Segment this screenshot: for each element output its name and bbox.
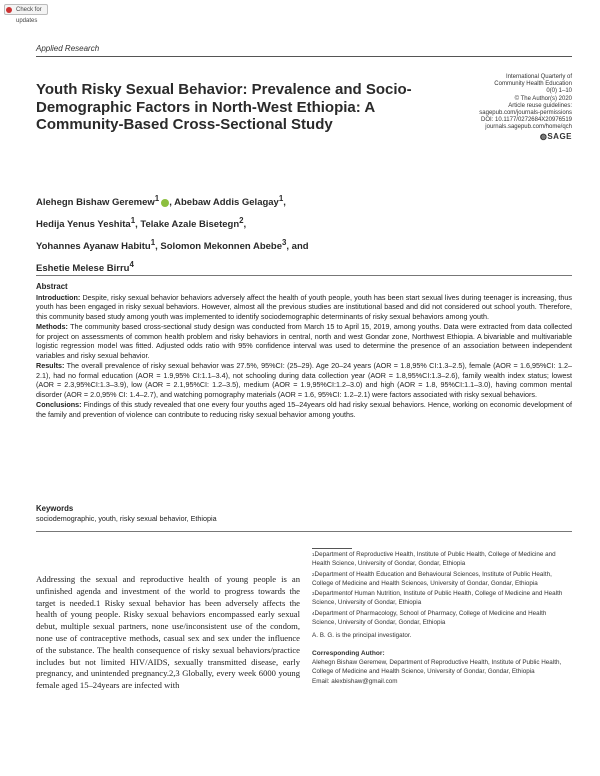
affiliation-item bbox=[312, 589, 572, 608]
author-name[interactable]: Solomon Mekonnen Abebe bbox=[160, 241, 282, 253]
author-list: Alehegn Bishaw Geremew$^1$ , Abebaw Addis Gelagay$^1$, Hedija Yenus Yeshita$^1$, Telake Azale Bisetegn$^2$, Yohannes Ayanaw Habitu$^1$, Solomon Mekonnen Abebe$^3$, and Eshetie Melese Birru$^4$ bbox=[36, 194, 309, 275]
affiliation-item bbox=[312, 550, 572, 569]
corresponding-text: Alehegn Bishaw Geremew, Department of Reproductive Health, Institute of Public Health, College of Medicine and Health Science, University of Gondar, Gondar, Ethiopia bbox=[312, 658, 562, 676]
conclusions-label: Conclusions: bbox=[36, 400, 82, 409]
conclusions-text: Findings of this study revealed that one every four youths aged 15–24years old had risky sexual behaviors. Hence, working on economic development of the family and prevention of violence can contribute to reducing risky sexual behavior among youths. bbox=[36, 400, 573, 419]
journal-link[interactable]: journals.sagepub.com/home/qch bbox=[485, 124, 572, 131]
meta-link[interactable]: sagepub.com/journals-permissions bbox=[479, 110, 572, 117]
author-affil-sup: 1 bbox=[154, 194, 160, 203]
affil-text: Departmentof Human Nutrition, Institute of Public Health, College of Medicine and Health Science, University of Gondar, Ethiopia bbox=[312, 590, 563, 607]
publisher-name: SAGE bbox=[547, 131, 572, 141]
methods-label: Methods: bbox=[36, 322, 68, 331]
author-name[interactable]: Eshetie Melese Birru bbox=[36, 263, 130, 275]
affiliation-item bbox=[312, 609, 572, 628]
author-affil-sup: 2 bbox=[239, 216, 244, 226]
meta-line: Community Health Education bbox=[494, 81, 572, 88]
author-name[interactable]: Alehegn Bishaw Geremew bbox=[36, 197, 155, 209]
author-name[interactable]: Abebaw Addis Gelagay bbox=[174, 197, 279, 209]
update-icon bbox=[6, 7, 12, 13]
author-name[interactable]: Telake Azale Bisetegn bbox=[140, 219, 240, 231]
abstract-methods bbox=[36, 322, 572, 360]
affil-text: Department of Health Education and Behavioural Sciences, Institute of Public Health, College of Medicine and Health Sciences, University of Gondar, Gondar, Ethiopia bbox=[312, 570, 552, 587]
affil-text: Department of Pharmacology, School of Pharmacy, College of Medicine and Health Science, University of Gondar, Gondar, Ethiopia bbox=[312, 609, 547, 627]
badge-label: Check for updates bbox=[16, 7, 42, 24]
affil-sup: 4 bbox=[312, 610, 315, 616]
results-text: The overall prevalence of risky sexual behavior was 27.5%, 95%CI: (25–29). Age 20–24 years (AOR = 1.8,95% CI:1.3–2.5), female (AOR = 1.6,95%CI: 1.2–2.1), had no formal education (AOR = 1.9,95% CI:1.1–3.4), not schooling during data collection year (AOR = 1.8,95%CI:1.3–2.6), family wealth index status; lowest (AOR = 2.3,95%CI:1.3–3.9), low (AOR = 2.1,95%CI: 1.2–3.5), medium (AOR = 1.9,95%CI:1.2–3.0) and high (AOR = 1.8, 95%CI:1.1–3.0), having common mental disorder (AOR = 2.0,95% CI: 1.4–2.7), and watching pornography materials (AOR = 1.6, 95%CI: 1.2–2.1) were factors associated with risky sexual behaviors. bbox=[36, 361, 572, 399]
abstract bbox=[36, 282, 572, 420]
sage-icon: ◍ bbox=[539, 131, 548, 141]
doi-link[interactable]: DOI: 10.1177/0272684X20976519 bbox=[481, 117, 572, 124]
keywords-text: sociodemographic, youth, risky sexual behavior, Ethiopia bbox=[36, 513, 217, 523]
author-affil-sup: 1 bbox=[130, 216, 136, 226]
affil-sup: 3 bbox=[312, 591, 315, 597]
meta-line: 0(0) 1–10 bbox=[546, 88, 572, 95]
section-label: Applied Research bbox=[36, 44, 100, 53]
abstract-introduction bbox=[36, 293, 572, 322]
affiliation-item bbox=[312, 570, 572, 589]
keywords-heading: Keywords bbox=[36, 504, 74, 513]
author-affil-sup: 1 bbox=[278, 194, 284, 203]
journal-meta bbox=[422, 74, 572, 142]
intro-label: Introduction: bbox=[36, 292, 81, 302]
body-text: Addressing the sexual and reproductive health of young people is an unfinished agenda and investment of the world to progress towards the target is needed.1 Risky sexual behavior has been adversely affects the health of young people. Risky sexual behaviors encompassed early sexual debut, multiple sexual partners, none use/inconsistent use of the condom, none use of contraceptive methods, casual sex and sex under the influence of the substance. The health consequence of risky sexual behaviors/practice includes but not limited HIV/AIDS, sexually transmitted disease, early pregnancy, and unintended pregnancy.2,3 Globally, every week 6000 young female aged 15–24years are infected with bbox=[36, 574, 300, 691]
investigator-note: A. B. G. is the principal investigator. bbox=[312, 632, 412, 640]
author-name[interactable]: Hedija Yenus Yeshita bbox=[36, 219, 131, 231]
author-affil-sup: 3 bbox=[282, 238, 287, 248]
author-name[interactable]: Yohannes Ayanaw Habitu bbox=[36, 241, 151, 253]
orcid-icon[interactable] bbox=[161, 199, 169, 207]
abstract-divider bbox=[36, 275, 572, 276]
affil-sup: 2 bbox=[312, 571, 315, 577]
affiliations bbox=[312, 550, 572, 686]
affil-sup: 1 bbox=[312, 552, 315, 557]
author-affil-sup: 1 bbox=[150, 238, 156, 248]
keywords bbox=[36, 504, 572, 523]
meta-line: Article reuse guidelines: bbox=[508, 102, 572, 109]
intro-text: Despite, risky sexual behavior behaviors adversely affect the health of youth people, youth has been start sexual lives during teenager is increasing, thus youth has been engaged in risky sexual behaviors. However, almost all the previous studies are institutional based and did not considered out school youth. Therefore, this community based study among youth was implemented to identify sociodemographic determinants of risky sexual behaviors among youth. bbox=[36, 292, 572, 321]
publisher-logo bbox=[422, 132, 572, 142]
corresponding-heading: Corresponding Author: bbox=[312, 649, 385, 657]
abstract-results bbox=[36, 361, 572, 399]
meta-line: International Quarterly of bbox=[505, 74, 572, 80]
results-label: Results: bbox=[36, 361, 65, 370]
author-affil-sup: 4 bbox=[129, 260, 134, 270]
header-divider bbox=[36, 56, 572, 57]
affil-text: Department of Reproductive Health, Institute of Public Health, College of Medicine and Health Science, University of Gondar, Gondar, Ethiopia bbox=[312, 551, 556, 568]
article-title: Youth Risky Sexual Behavior: Prevalence and Socio-Demographic Factors in North-West Ethiopia: A Community-Based Cross-Sectional Study bbox=[36, 81, 412, 133]
methods-text: The community based cross-sectional study design was conducted from March 15 to April 15, 2019, among youths. Data were extracted from data collected for project on assessments of common health problem and risky behaviors in central, north and west Gondar zone, Northwest Ethiopia. A bivariable and multivariable logistic regression model was fitted. Adjusted odds ratio with 95% confidence interval was used to determine the presence of an association between independent variables and risky sexual behavior. bbox=[36, 322, 573, 360]
abstract-heading: Abstract bbox=[36, 282, 68, 291]
meta-line: © The Author(s) 2020 bbox=[514, 95, 572, 102]
abstract-conclusions bbox=[36, 400, 572, 419]
corresponding-email[interactable]: Email: alexbishaw@gmail.com bbox=[312, 677, 398, 685]
keywords-divider bbox=[36, 531, 572, 532]
affiliation-rule bbox=[312, 548, 352, 549]
